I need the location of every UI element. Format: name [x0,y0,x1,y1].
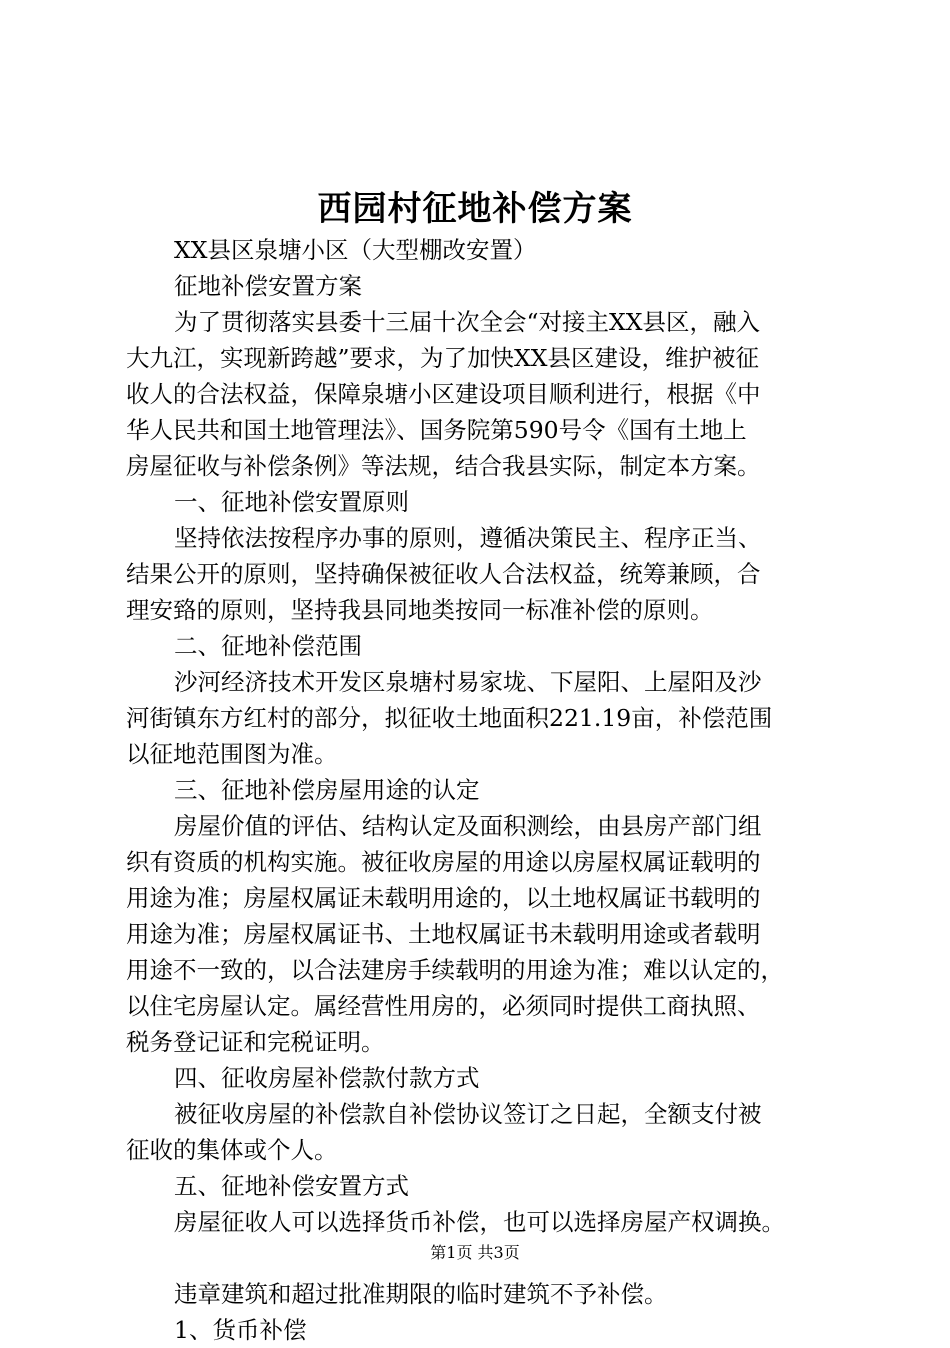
body-line: 为了贯彻落实县委十三届十次全会“对接主XX县区，融入 [174,308,760,336]
body-line: 沙河经济技术开发区泉塘村易家垅、下屋阳、上屋阳及沙 [174,668,762,696]
body-line: 一、征地补偿安置原则 [174,488,409,516]
body-line: 以征地范围图为准。 [126,740,338,768]
body-line: 华人民共和国土地管理法》、国务院第590号令《国有土地上 [126,416,747,444]
body-line: 织有资质的机构实施。被征收房屋的用途以房屋权属证载明的 [126,848,761,876]
body-line: 征地补偿安置方案 [174,272,362,300]
body-line: 河街镇东方红村的部分，拟征收土地面积221.19亩，补偿范围 [126,704,773,732]
document-body [126,232,856,1348]
body-line: 坚持依法按程序办事的原则，遵循决策民主、程序正当、 [174,524,762,552]
body-line: 五、征地补偿安置方式 [174,1172,409,1200]
body-line: 用途为准；房屋权属证未载明用途的，以土地权属证书载明的 [126,884,761,912]
body-line: 1、货币补偿 [174,1316,307,1344]
body-line: 违章建筑和超过批准期限的临时建筑不予补偿。 [174,1280,668,1308]
body-line: 大九江，实现新跨越”要求，为了加快XX县区建设，维护被征 [126,344,759,372]
body-line: 征收的集体或个人。 [126,1136,338,1164]
body-line: XX县区泉塘小区（大型棚改安置） [174,236,537,264]
page-footer: 第1页 共3页 [430,1243,520,1262]
document-title: 西园村征地补偿方案 [317,189,633,229]
body-line: 二、征地补偿范围 [174,632,362,660]
body-line: 被征收房屋的补偿款自补偿协议签订之日起，全额支付被 [174,1100,762,1128]
body-line: 收人的合法权益，保障泉塘小区建设项目顺利进行，根据《中 [126,380,761,408]
body-line: 四、征收房屋补偿款付款方式 [174,1064,480,1092]
body-line: 结果公开的原则，坚持确保被征收人合法权益，统筹兼顾，合 [126,560,761,588]
body-line: 三、征地补偿房屋用途的认定 [174,776,480,804]
body-line: 税务登记证和完税证明。 [126,1028,385,1056]
body-line: 房屋征收人可以选择货币补偿，也可以选择房屋产权调换。 [174,1208,785,1236]
body-line: 理安臵的原则，坚持我县同地类按同一标准补偿的原则。 [126,596,714,624]
body-line: 房屋征收与补偿条例》等法规，结合我县实际，制定本方案。 [126,452,761,480]
body-line: 房屋价值的评估、结构认定及面积测绘，由县房产部门组 [174,812,762,840]
body-line: 用途为准；房屋权属证书、土地权属证书未载明用途或者载明 [126,920,761,948]
body-line: 用途不一致的，以合法建房手续载明的用途为准；难以认定的， [126,956,784,984]
body-line: 以住宅房屋认定。属经营性用房的，必须同时提供工商执照、 [126,992,761,1020]
